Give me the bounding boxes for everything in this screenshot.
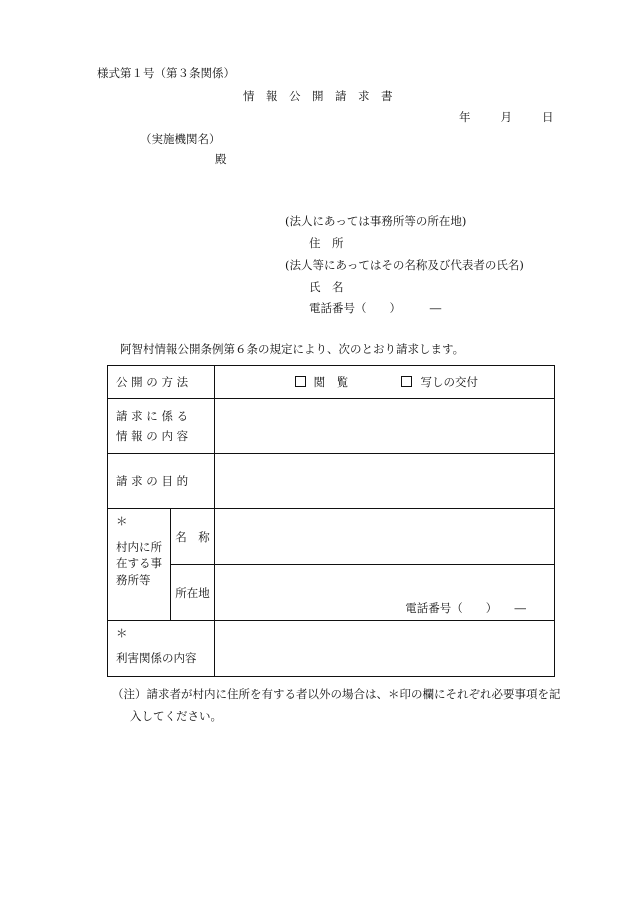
info-label-line1: 請 求 に 係 る (116, 409, 189, 423)
office-location-row (108, 565, 555, 621)
office-name-label: 名 称 (171, 509, 215, 565)
info-content-field[interactable] (215, 399, 555, 454)
request-form-table (107, 365, 555, 677)
interest-star: ＊ (116, 626, 128, 640)
office-location-field[interactable] (215, 565, 555, 621)
option-copy-label: 写しの交付 (420, 375, 478, 389)
method-row (108, 366, 555, 399)
checkbox-view[interactable] (295, 376, 306, 387)
office-phone-label: 電話番号（ ） ― (405, 601, 526, 615)
day-label: 日 (542, 110, 554, 124)
purpose-row (108, 454, 555, 509)
method-options (215, 366, 555, 399)
purpose-field[interactable] (215, 454, 555, 509)
note-line-1: （注）請求者が村内に住所を有する者以外の場合は、＊印の欄にそれぞれ必要事項を記 (112, 687, 561, 701)
year-label: 年 (459, 110, 471, 124)
checkbox-copy[interactable] (401, 376, 412, 387)
office-name-field[interactable] (215, 509, 555, 565)
month-label: 月 (500, 110, 512, 124)
address-label: 住 所 (309, 236, 344, 250)
option-view-label: 閲 覧 (313, 375, 349, 389)
org-name-label: （実施機関名） (140, 132, 221, 146)
office-name-row (108, 509, 555, 565)
intro-text: 阿智村情報公開条例第６条の規定により、次のとおり請求します。 (120, 342, 465, 356)
corp-name-note: (法人等にあってはその名称及び代表者の氏名) (285, 258, 524, 272)
info-label (108, 399, 215, 454)
option-view[interactable] (295, 374, 349, 390)
option-copy[interactable] (401, 374, 478, 390)
interest-field[interactable] (215, 621, 555, 677)
phone-label: 電話番号（ ） ― (309, 301, 442, 315)
office-label-text: 村内に所在する事務所等 (116, 539, 162, 588)
purpose-label: 請 求 の 目 的 (108, 454, 215, 509)
interest-label (108, 621, 215, 677)
note-line-2: 入してください。 (130, 709, 222, 723)
page-title: 情 報 公 開 請 求 書 (243, 89, 393, 103)
honorific: 殿 (215, 152, 227, 166)
interest-row (108, 621, 555, 677)
office-location-label: 所在地 (171, 565, 215, 621)
name-label: 氏 名 (309, 280, 344, 294)
corp-address-note: (法人にあっては事務所等の所在地) (285, 214, 467, 228)
date-line (459, 112, 554, 124)
info-row (108, 399, 555, 454)
interest-label-text: 利害関係の内容 (116, 651, 197, 665)
office-label (108, 509, 171, 621)
method-label: 公 開 の 方 法 (108, 366, 215, 399)
office-star: ＊ (116, 514, 128, 528)
form-number: 様式第１号（第３条関係） (97, 66, 235, 80)
info-label-line2: 情 報 の 内 容 (116, 429, 189, 443)
